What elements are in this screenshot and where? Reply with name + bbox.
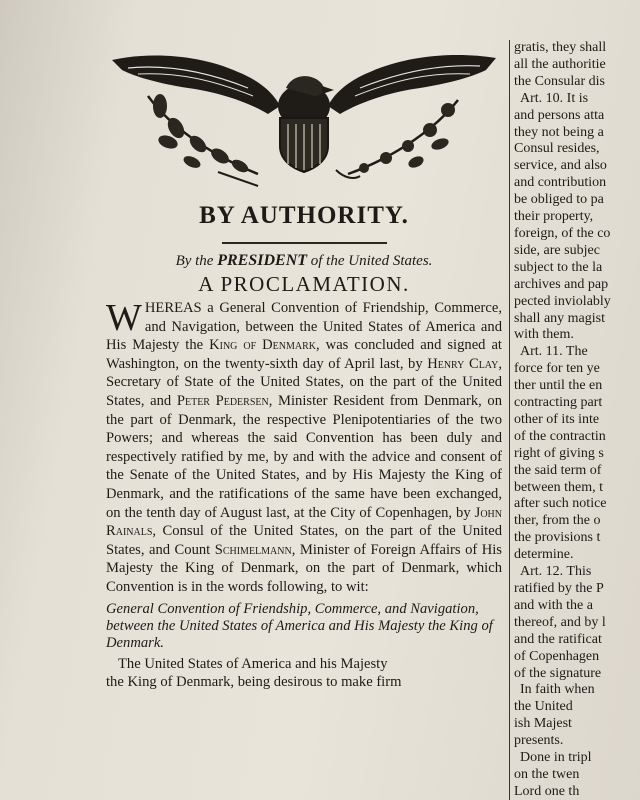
byline-president: PRESIDENT [217, 252, 308, 269]
proclamation-title: A PROCLAMATION. [198, 272, 410, 296]
right-column-line: of Copenhagen [514, 648, 600, 664]
right-column-line: pected inviolably [514, 293, 611, 309]
para-part-1: HEREAS a General Convention of Friendship, Commerce, and Navigation, between the United States of America and His Majesty the [106, 300, 502, 354]
right-column-line: Art. 12. This [520, 564, 592, 580]
right-column-clip [514, 40, 640, 800]
para-part-6: , Minister of Foreign Affairs of His Majesty the King of Denmark, on the part of Denmark, which Convention is in the words following, to wit: [106, 541, 502, 595]
right-column-line: Done in tripl [520, 750, 592, 766]
right-column-line: Consul resides, [514, 141, 600, 157]
para-part-3: , Secretary of State of the United States, on the part of the United States, and [106, 355, 502, 409]
byline [106, 252, 502, 270]
right-column-line: presents. [514, 733, 564, 749]
right-column-line: contracting part [514, 395, 603, 411]
name-king-of-denmark: King of Denmark [209, 337, 317, 354]
proclamation-column [106, 196, 502, 691]
right-column-line: on the twen [514, 766, 580, 782]
right-column-line: the Consular dis [514, 73, 605, 89]
byline-pre: By the [175, 253, 214, 269]
right-column-line: shall any magist [514, 310, 605, 326]
right-column-line: of the contractin [514, 428, 606, 444]
right-column-line: Lord one th [514, 783, 580, 799]
right-column-line: their property, [514, 209, 594, 225]
right-column-line: and with the a [514, 597, 593, 613]
heading-rule [222, 242, 387, 244]
right-column-line: be obliged to pa [514, 192, 604, 208]
right-column-line: of the signature [514, 665, 602, 681]
para-part-4: , Minister Resident from Denmark, on the part of Denmark, the respective Plenipotentiaries of the two Powers; and whereas the said Convention has been duly and respectively ratified by me, by and with the advice and consent of the Senate of the United States, and by His Majesty the King of Denmark, and the ratifications of the same have been exchanged, on the tenth day of August last, at the City of Copenhagen, by [106, 392, 502, 521]
by-authority-heading: BY AUTHORITY. [199, 202, 409, 229]
right-column-line: after such notice [514, 496, 607, 512]
name-henry-clay: Henry Clay [427, 355, 499, 372]
right-column-line: In faith when [520, 682, 595, 698]
right-column-line: they not being a [514, 124, 604, 140]
right-column-line: all the authoritie [514, 56, 606, 72]
right-column-line: other of its inte [514, 411, 600, 427]
right-column-line: and persons atta [514, 107, 605, 123]
eagle-emblem-icon [108, 44, 500, 194]
column-divider [509, 40, 510, 800]
right-column-line: the United [514, 699, 573, 715]
name-schimelmann: Schimelmann [214, 541, 292, 558]
name-peter-pedersen: Peter Pedersen [176, 392, 269, 409]
convention-title: General Convention of Friendship, Commerce, and Navigation, between the United States of America and His Majesty the King of Denmark. [106, 600, 493, 651]
treaty-articles-column [514, 40, 640, 800]
name-john-rainals: John Rainals [106, 504, 502, 540]
convention-opening-line-1: The United States of America and his Majesty [118, 655, 388, 672]
para-part-5: , Consul of the United States, on the part of the United States, and Count [106, 523, 502, 558]
right-column-line: ther, from the o [514, 513, 601, 529]
right-column-line: right of giving s [514, 445, 604, 461]
byline-post: of the United States. [310, 253, 433, 269]
drop-cap: W [106, 297, 142, 339]
right-column-line: between them, t [514, 479, 604, 495]
right-column-line: ther until the en [514, 378, 603, 394]
para-part-2: , was concluded and signed at Washington, on the twenty-sixth day of April last, by [106, 337, 502, 372]
right-column-line: determine. [514, 547, 574, 563]
right-column-line: and contribution [514, 175, 607, 191]
right-column-line: and the ratificat [514, 631, 602, 647]
convention-opening-line-2: the King of Denmark, being desirous to make firm [106, 673, 402, 690]
right-column-line: force for ten ye [514, 361, 600, 377]
right-column-line: with them. [514, 327, 574, 343]
right-column-line: Art. 11. The [520, 344, 588, 360]
right-column-line: the provisions t [514, 530, 601, 546]
right-column-line: gratis, they shall [514, 40, 607, 55]
right-column-line: subject to the la [514, 259, 603, 275]
right-column-line: the said term of [514, 462, 602, 478]
right-column-line: Art. 10. It is [520, 90, 589, 106]
right-column-line: side, are subjec [514, 242, 600, 258]
right-column-line: ish Majest [514, 716, 572, 732]
right-column-line: foreign, of the co [514, 225, 611, 241]
proclamation-paragraph [106, 299, 502, 597]
right-column-line: service, and also [514, 158, 607, 174]
right-column-line: archives and pap [514, 276, 609, 292]
right-column-line: thereof, and by l [514, 614, 606, 630]
right-column-line: ratified by the P [514, 581, 604, 596]
